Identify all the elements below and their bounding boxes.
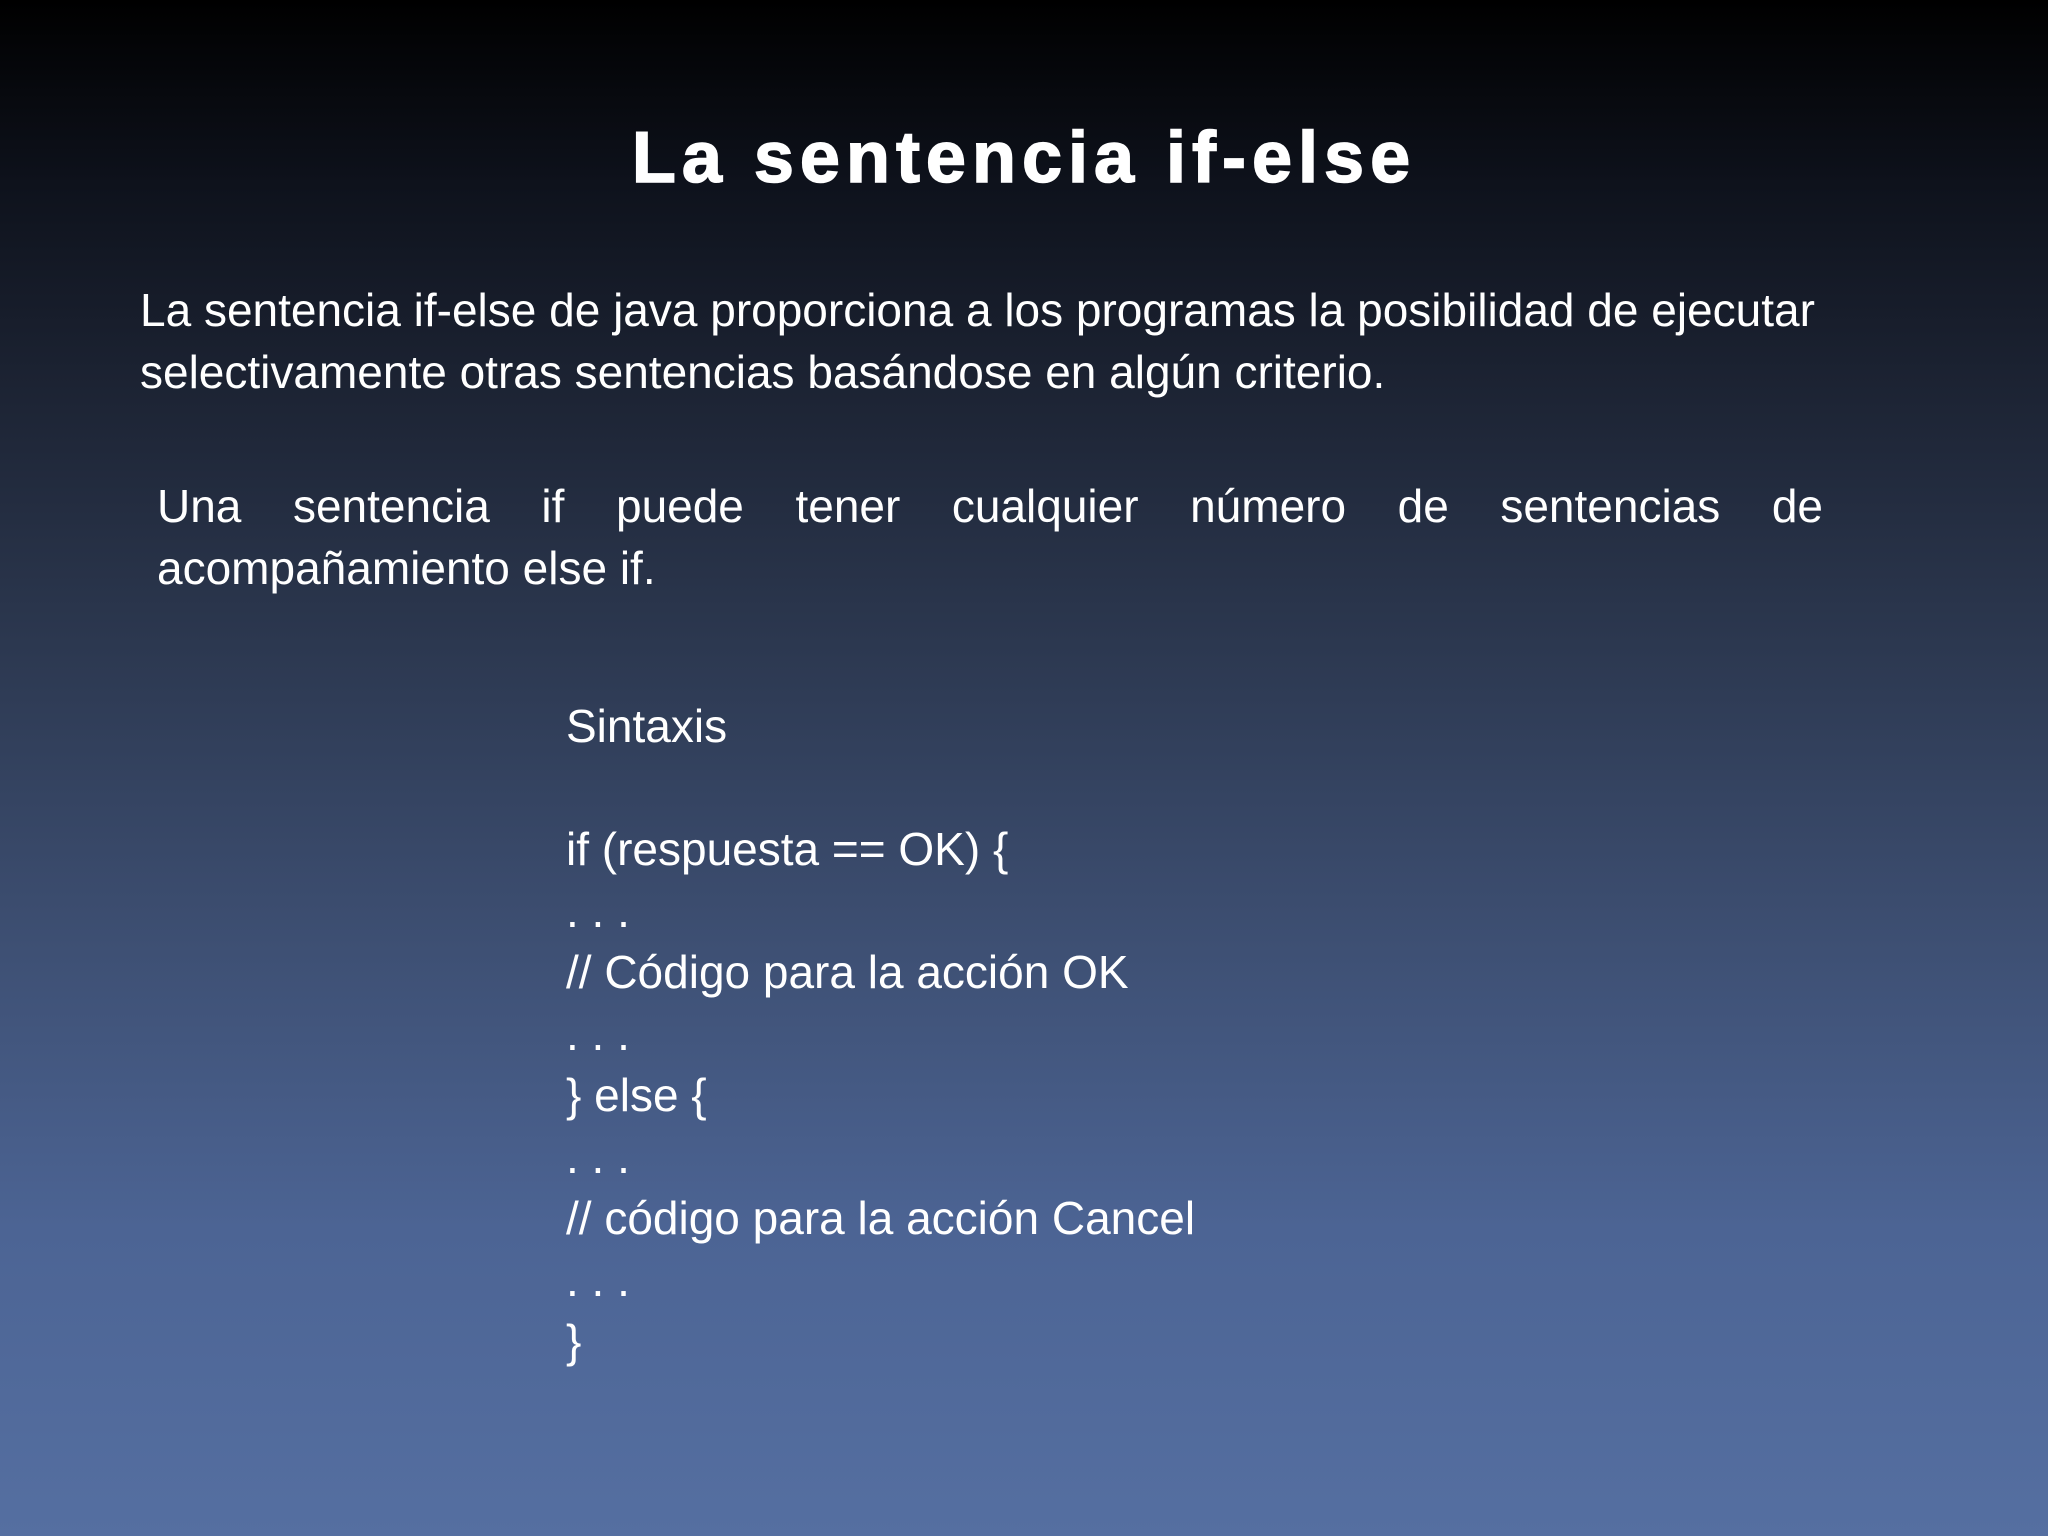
else-if-paragraph: Una sentencia if puede tener cualquier número de sentencias de acompañamiento else if.	[157, 480, 1823, 594]
code-line: // código para la acción Cancel	[566, 1192, 1196, 1244]
code-line: } else {	[566, 1069, 707, 1121]
syntax-heading: Sintaxis	[566, 700, 728, 752]
slide-title: La sentencia if-else	[631, 118, 1417, 198]
code-line: }	[566, 1315, 582, 1367]
code-line: if (respuesta == OK) {	[566, 823, 1009, 875]
syntax-block	[566, 695, 1466, 1372]
code-line: . . .	[566, 884, 630, 937]
code-line: . . .	[566, 1253, 630, 1306]
code-line: // Código para la acción OK	[566, 946, 1129, 998]
intro-paragraph: La sentencia if-else de java proporciona a los programas la posibilidad de ejecutar selectivamente otras sentencias basándose en algún criterio.	[140, 284, 1815, 398]
code-line: . . .	[566, 1130, 630, 1183]
syntax-spacer	[566, 757, 1466, 818]
code-line: . . .	[566, 1007, 630, 1060]
